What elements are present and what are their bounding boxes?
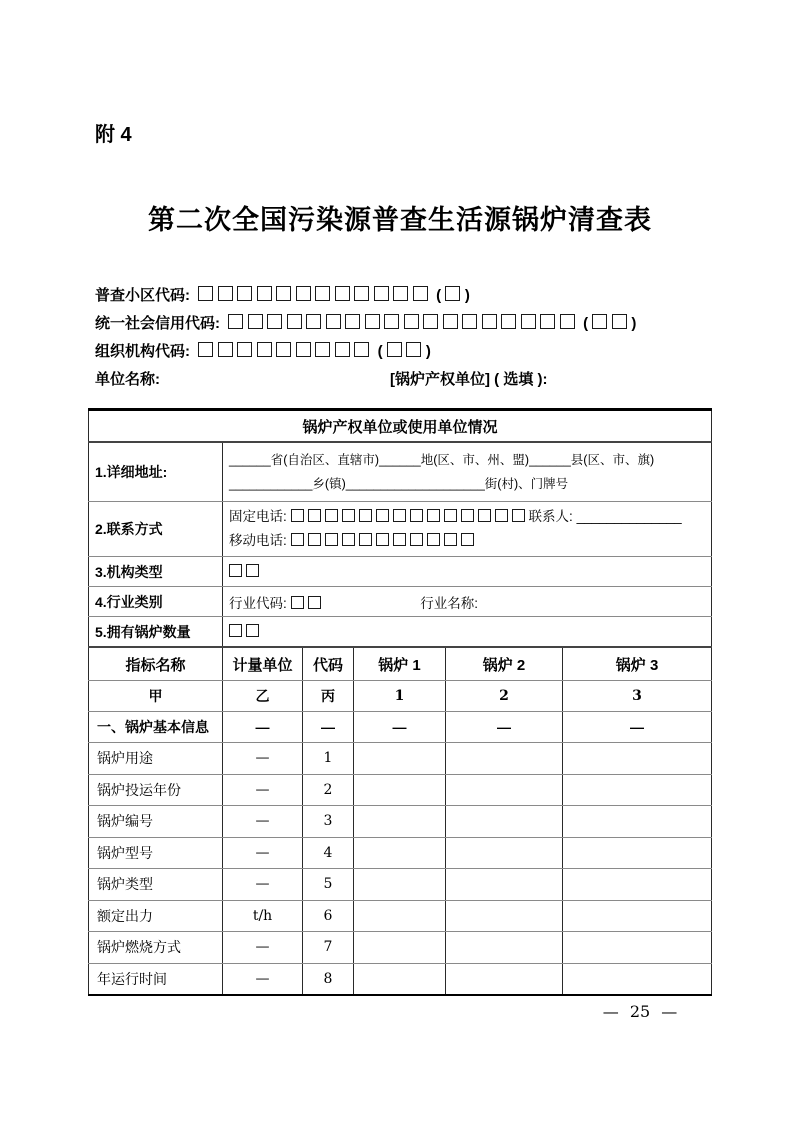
industry-label: 4.行业类别 [89, 587, 223, 617]
dash-cell: — [446, 712, 563, 743]
code-box [365, 314, 380, 329]
code-box [237, 286, 252, 301]
code-box [345, 314, 360, 329]
boiler-1-value-cell [354, 932, 446, 964]
code-box [248, 314, 263, 329]
code-box [540, 314, 555, 329]
column-key-6: 3 [563, 681, 712, 712]
code-box [198, 286, 213, 301]
code-box [291, 596, 304, 609]
page-number: — 25 — [602, 1002, 678, 1021]
section-title: 锅炉产权单位或使用单位情况 [89, 410, 712, 443]
contact-row [89, 502, 712, 557]
code-box [291, 533, 304, 546]
code-cell: 1 [303, 743, 354, 775]
code-box [342, 533, 355, 546]
code-box [410, 533, 423, 546]
unit-cell: — [223, 932, 303, 964]
boiler-1-value-cell [354, 743, 446, 775]
paren-open: ( [579, 315, 593, 332]
column-key-4: 1 [354, 681, 446, 712]
code-block [95, 282, 715, 394]
paren-open: ( [373, 343, 387, 360]
code-cell: 8 [303, 963, 354, 995]
code-box [228, 314, 243, 329]
indicator-header-row [89, 647, 712, 681]
boiler-1-value-cell [354, 774, 446, 806]
paren-open: ( [432, 287, 446, 304]
unit-cell: — [223, 963, 303, 995]
indicator-name-cell: 锅炉投运年份 [89, 774, 223, 806]
code-box [335, 286, 350, 301]
form-table [88, 408, 712, 996]
address-line-1: ______省(自治区、直辖市)______地(区、市、州、盟)______县(区、市、旗) [229, 453, 655, 467]
code-box [276, 342, 291, 357]
boiler-owner-unit-label: [锅炉产权单位] ( 选填 ): [390, 371, 548, 388]
code-box [592, 314, 607, 329]
code-box [376, 509, 389, 522]
unit-name-line [95, 366, 715, 394]
code-lines [95, 282, 715, 366]
fixed-phone-line [229, 505, 705, 529]
code-box [387, 342, 402, 357]
boiler-2-value-cell [446, 869, 563, 901]
unit-cell: — [223, 869, 303, 901]
indicator-name-cell: 锅炉型号 [89, 837, 223, 869]
address-content [223, 442, 712, 502]
code-box [443, 314, 458, 329]
boiler-2-value-cell [446, 932, 563, 964]
fixed-phone-label: 固定电话: [229, 509, 287, 524]
code-box [296, 286, 311, 301]
column-key-1: 甲 [89, 681, 223, 712]
industry-code-label: 行业代码: [229, 595, 287, 611]
code-box [325, 533, 338, 546]
code-box [478, 509, 491, 522]
unit-cell: — [223, 774, 303, 806]
paren-close: ) [464, 287, 470, 304]
code-box [229, 624, 242, 637]
basic-info-section-row [89, 712, 712, 743]
dash-cell: — [303, 712, 354, 743]
code-box [308, 596, 321, 609]
boiler-3-value-cell [563, 932, 712, 964]
indicator-row [89, 774, 712, 806]
boiler-2-value-cell [446, 900, 563, 932]
code-box [218, 342, 233, 357]
boiler-1-value-cell [354, 963, 446, 995]
boiler-3-value-cell [563, 837, 712, 869]
industry-code-boxes [291, 596, 325, 611]
code-box [257, 342, 272, 357]
paren-close: ) [631, 315, 637, 332]
code-box [354, 342, 369, 357]
column-header-5: 锅炉 2 [446, 647, 563, 681]
fixed-phone-boxes [291, 509, 529, 524]
boiler-count-label: 5.拥有锅炉数量 [89, 617, 223, 648]
code-box [246, 564, 259, 577]
code-box [423, 314, 438, 329]
unified-social-credit-code-line-label: 统一社会信用代码: [95, 315, 220, 332]
unit-name-label: 单位名称: [95, 371, 160, 388]
code-box [427, 509, 440, 522]
dash-cell: — [223, 712, 303, 743]
industry-name-label: 行业名称: [420, 595, 479, 611]
indicator-name-cell: 额定出力 [89, 900, 223, 932]
indicator-row [89, 743, 712, 775]
code-box [501, 314, 516, 329]
paren-close: ) [425, 343, 431, 360]
indicator-row [89, 806, 712, 838]
boiler-3-value-cell [563, 743, 712, 775]
column-key-2: 乙 [223, 681, 303, 712]
code-box [495, 509, 508, 522]
boiler-count-row [89, 617, 712, 648]
code-box [267, 314, 282, 329]
address-row [89, 442, 712, 502]
org-type-label: 3.机构类型 [89, 557, 223, 587]
code-box [512, 509, 525, 522]
code-box [393, 533, 406, 546]
boiler-2-value-cell [446, 963, 563, 995]
code-box [410, 509, 423, 522]
code-box [315, 342, 330, 357]
column-header-2: 计量单位 [223, 647, 303, 681]
contact-content [223, 502, 712, 557]
boiler-1-value-cell [354, 806, 446, 838]
boiler-2-value-cell [446, 743, 563, 775]
boiler-3-value-cell [563, 900, 712, 932]
address-label: 1.详细地址: [89, 442, 223, 502]
code-box [444, 509, 457, 522]
mobile-phone-line [229, 529, 705, 553]
indicator-row [89, 837, 712, 869]
section-title-row [89, 410, 712, 443]
boiler-1-value-cell [354, 869, 446, 901]
code-cell: 3 [303, 806, 354, 838]
address-line-2: ____________乡(镇)____________________街(村)、门牌号 [229, 477, 569, 491]
unit-cell: t/h [223, 900, 303, 932]
indicator-row [89, 869, 712, 901]
dash-cell: — [354, 712, 446, 743]
code-cell: 4 [303, 837, 354, 869]
org-type-content [223, 557, 712, 587]
attachment-label: 附 4 [95, 124, 132, 146]
code-box [229, 564, 242, 577]
code-box [276, 286, 291, 301]
code-box [308, 509, 321, 522]
code-box [218, 286, 233, 301]
indicator-name-cell: 锅炉用途 [89, 743, 223, 775]
code-box [257, 286, 272, 301]
column-header-1: 指标名称 [89, 647, 223, 681]
contact-label: 2.联系方式 [89, 502, 223, 557]
code-box [482, 314, 497, 329]
boiler-2-value-cell [446, 837, 563, 869]
industry-row [89, 587, 712, 617]
code-box [308, 533, 321, 546]
code-box [198, 342, 213, 357]
unified-social-credit-code-line [95, 310, 715, 338]
unit-cell: — [223, 743, 303, 775]
unit-cell: — [223, 837, 303, 869]
code-box [342, 509, 355, 522]
census-area-code-line-label: 普查小区代码: [95, 287, 190, 304]
column-key-row [89, 681, 712, 712]
code-box [462, 314, 477, 329]
indicator-name-cell: 锅炉类型 [89, 869, 223, 901]
code-box [296, 342, 311, 357]
code-box [445, 286, 460, 301]
code-box [315, 286, 330, 301]
contact-person-label: 联系人: [528, 509, 573, 524]
code-box [237, 342, 252, 357]
dash-cell: — [563, 712, 712, 743]
code-box [521, 314, 536, 329]
indicator-row [89, 932, 712, 964]
code-box [335, 342, 350, 357]
code-box [560, 314, 575, 329]
column-key-3: 丙 [303, 681, 354, 712]
basic-info-section-label: 一、锅炉基本信息 [89, 712, 223, 743]
code-box [404, 314, 419, 329]
boiler-3-value-cell [563, 963, 712, 995]
code-box [461, 509, 474, 522]
boiler-3-value-cell [563, 774, 712, 806]
boiler-count-content [223, 617, 712, 648]
code-box [612, 314, 627, 329]
indicator-name-cell: 年运行时间 [89, 963, 223, 995]
code-box [354, 286, 369, 301]
column-key-5: 2 [446, 681, 563, 712]
census-area-code-line [95, 282, 715, 310]
code-cell: 7 [303, 932, 354, 964]
boiler-1-value-cell [354, 900, 446, 932]
column-header-6: 锅炉 3 [563, 647, 712, 681]
code-box [359, 509, 372, 522]
indicator-row [89, 900, 712, 932]
column-header-3: 代码 [303, 647, 354, 681]
boiler-1-value-cell [354, 837, 446, 869]
code-box [359, 533, 372, 546]
code-box [376, 533, 389, 546]
code-box [393, 509, 406, 522]
org-type-boxes [229, 564, 263, 579]
contact-person-blank: ______________ [576, 509, 682, 524]
indicator-row [89, 963, 712, 995]
code-cell: 6 [303, 900, 354, 932]
indicator-name-cell: 锅炉编号 [89, 806, 223, 838]
code-box [306, 314, 321, 329]
code-box [374, 286, 389, 301]
code-cell: 2 [303, 774, 354, 806]
code-box [291, 509, 304, 522]
boiler-count-boxes [229, 624, 263, 639]
unit-cell: — [223, 806, 303, 838]
code-box [384, 314, 399, 329]
code-cell: 5 [303, 869, 354, 901]
code-box [444, 533, 457, 546]
boiler-2-value-cell [446, 806, 563, 838]
indicator-name-cell: 锅炉燃烧方式 [89, 932, 223, 964]
code-box [246, 624, 259, 637]
boiler-3-value-cell [563, 806, 712, 838]
industry-content [223, 587, 712, 617]
mobile-phone-boxes [291, 533, 478, 548]
mobile-phone-label: 移动电话: [229, 533, 287, 548]
code-box [287, 314, 302, 329]
code-box [413, 286, 428, 301]
org-type-row [89, 557, 712, 587]
code-box [326, 314, 341, 329]
organization-code-line [95, 338, 715, 366]
code-box [406, 342, 421, 357]
column-header-4: 锅炉 1 [354, 647, 446, 681]
code-box [427, 533, 440, 546]
form-title: 第二次全国污染源普查生活源锅炉清查表 [148, 205, 652, 235]
boiler-2-value-cell [446, 774, 563, 806]
organization-code-line-label: 组织机构代码: [95, 343, 190, 360]
boiler-3-value-cell [563, 869, 712, 901]
code-box [325, 509, 338, 522]
code-box [461, 533, 474, 546]
code-box [393, 286, 408, 301]
